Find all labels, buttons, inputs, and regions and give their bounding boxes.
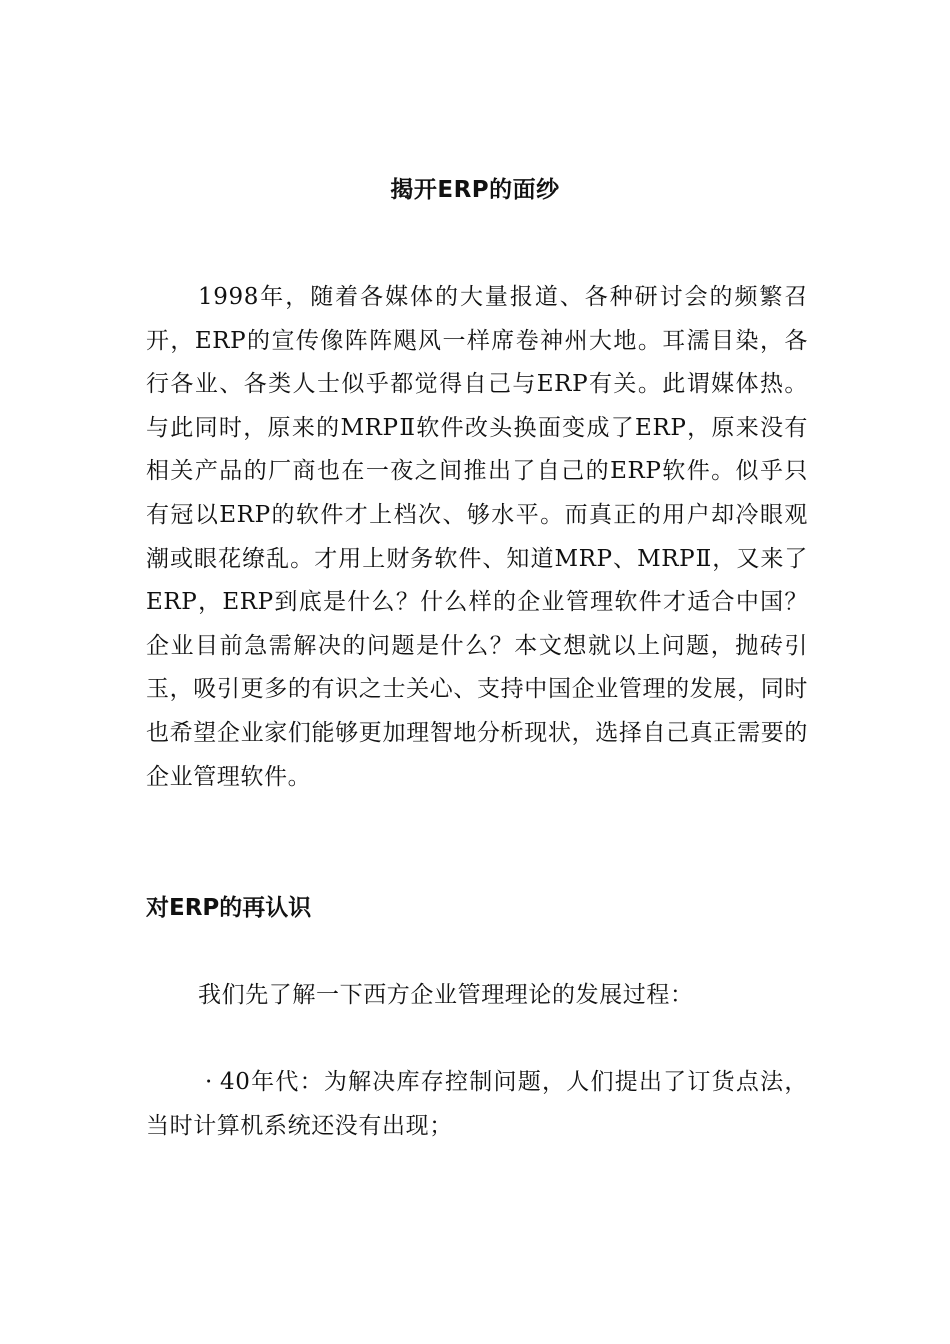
document-title: 揭开ERP的面纱 [390, 177, 560, 204]
section-heading: 对ERP的再认识 [146, 895, 312, 921]
bullet-item-text: 40年代：为解决库存控制问题，人们提出了订货点法，当时计算机系统还没有出现； [146, 1069, 808, 1139]
section-intro-paragraph: 我们先了解一下西方企业管理理论的发展过程： [198, 982, 694, 1008]
bullet-marker: · [205, 1069, 213, 1095]
bullet-item [146, 1061, 808, 1148]
intro-paragraph: 1998年，随着各媒体的大量报道、各种研讨会的频繁召开，ERP的宣传像阵阵飓风一样席卷神州大地。耳濡目染，各行各业、各类人士似乎都觉得自己与ERP有关。此谓媒体热。与此同时，原来的MRPⅡ软件改头换面变成了ERP，原来没有相关产品的厂商也在一夜之间推出了自己的ERP软件。似乎只有冠以ERP的软件才上档次、够水平。而真正的用户却冷眼观潮或眼花缭乱。才用上财务软件、知道MRP、MRPⅡ，又来了ERP，ERP到底是什么？什么样的企业管理软件才适合中国？企业目前急需解决的问题是什么？本文想就以上问题，抛砖引玉，吸引更多的有识之士关心、支持中国企业管理的发展，同时也希望企业家们能够更加理智地分析现状，选择自己真正需要的企业管理软件。 [146, 284, 808, 790]
